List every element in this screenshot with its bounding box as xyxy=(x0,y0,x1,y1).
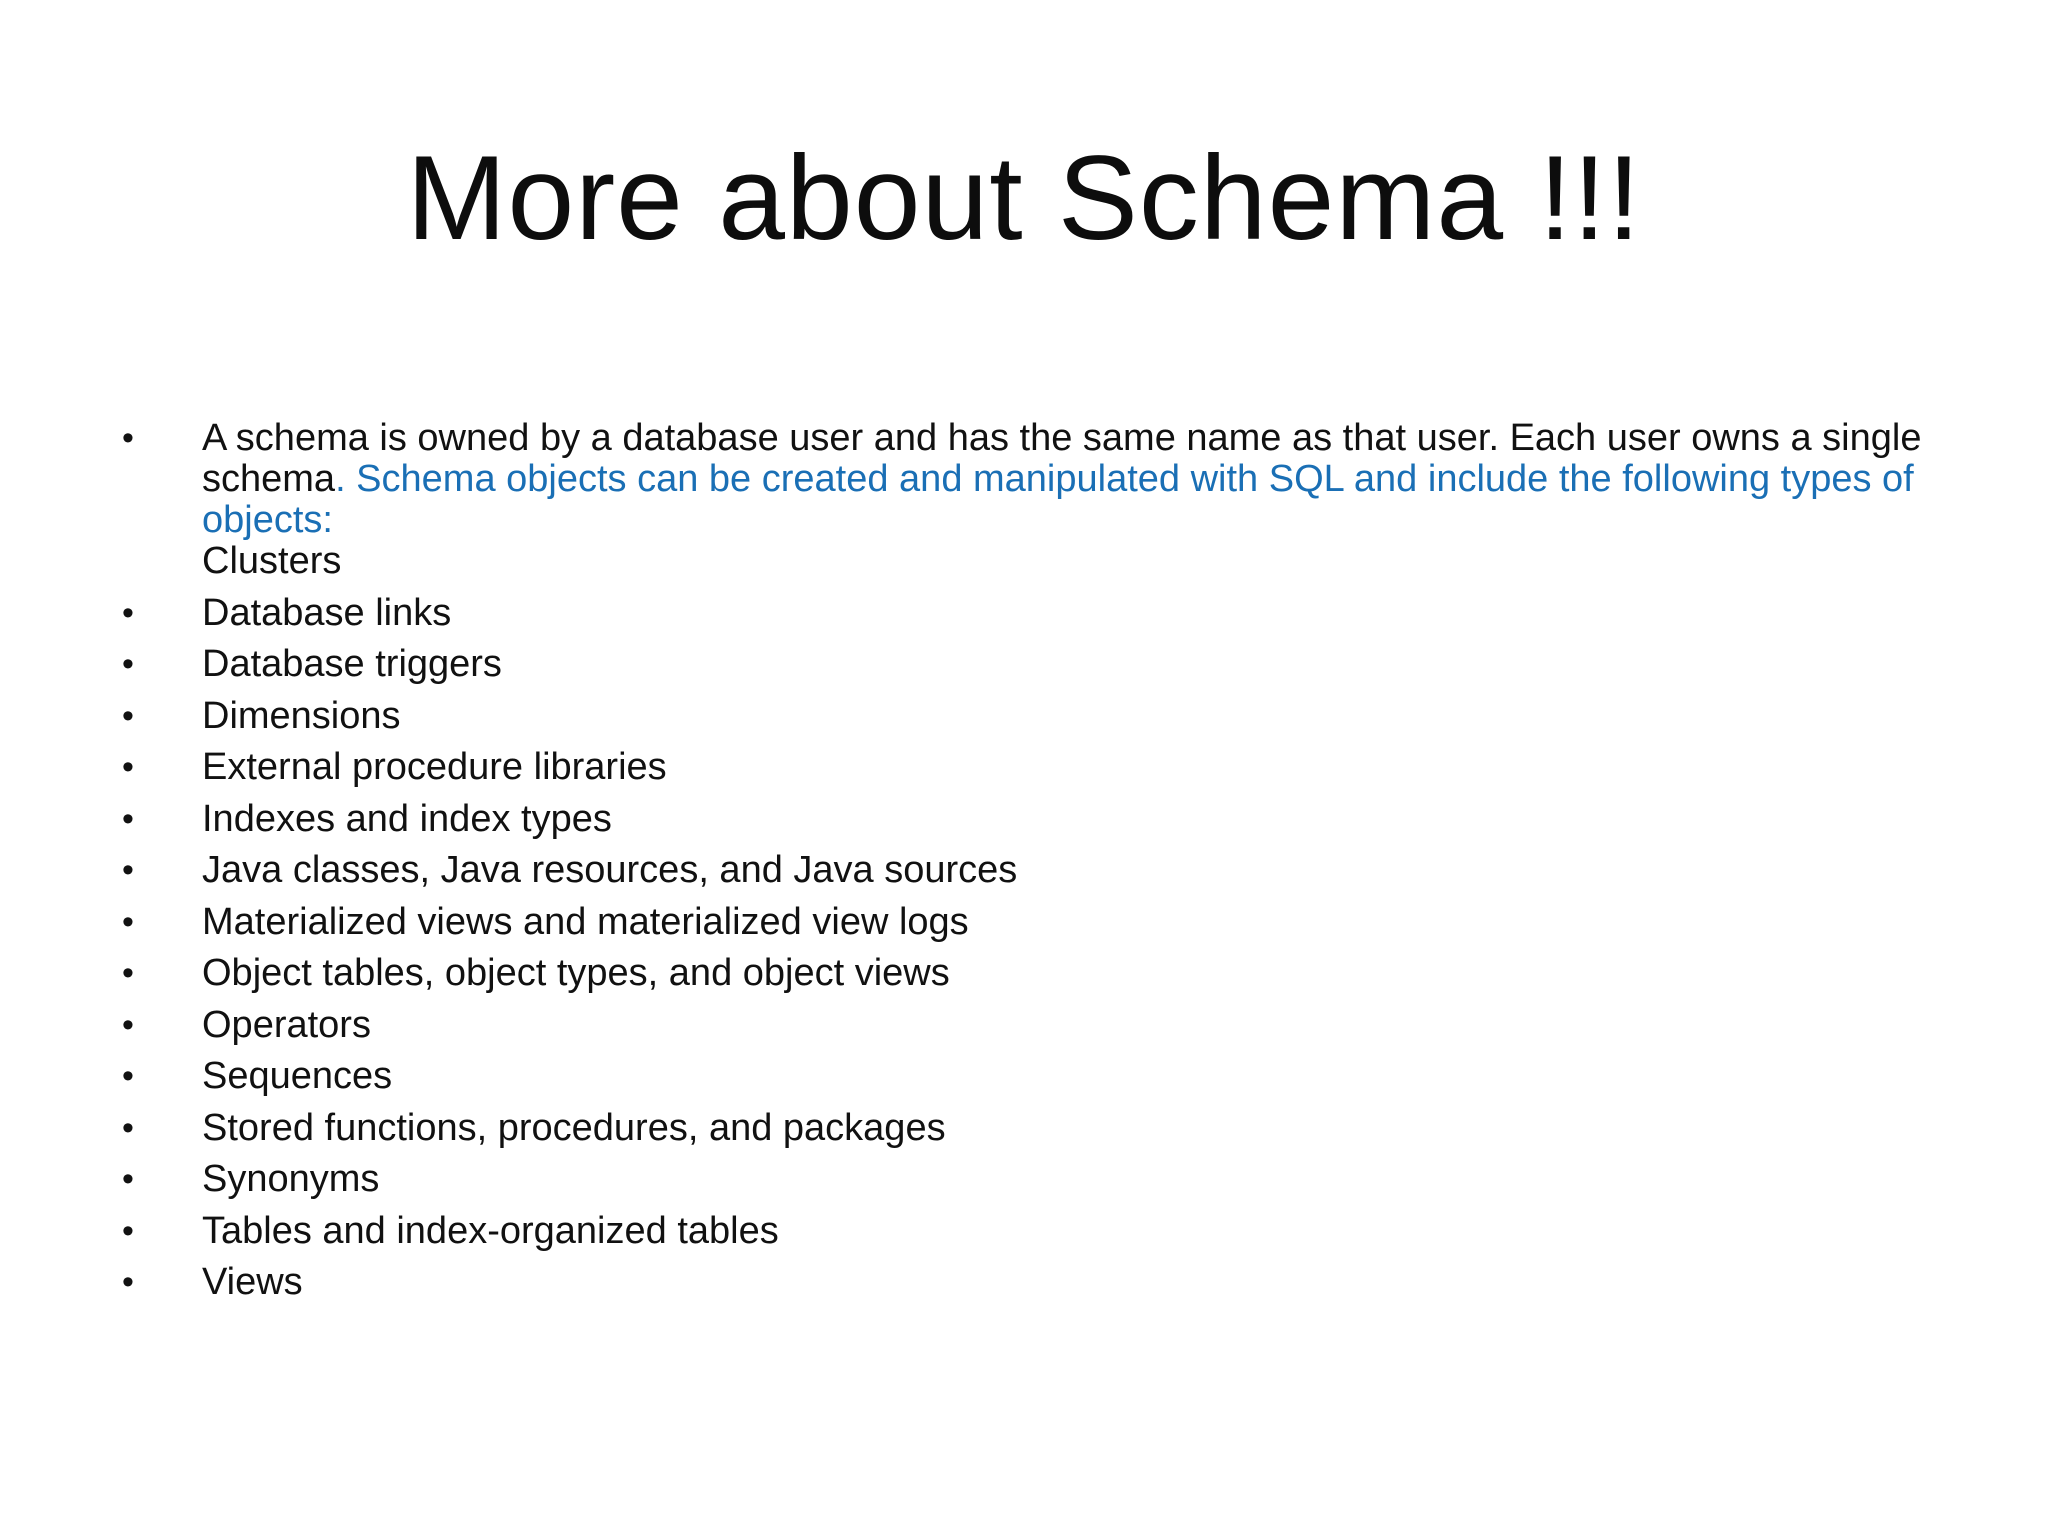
intro-text-plain: A schema is owned by a database user and has the same name as that user. Each user owns a single schema xyxy=(202,417,1922,500)
bullet-icon: • xyxy=(122,1108,134,1147)
list-item xyxy=(120,747,1950,788)
list-item xyxy=(120,902,1950,943)
list-item xyxy=(120,696,1950,737)
list-item xyxy=(120,799,1950,840)
list-item xyxy=(120,953,1950,994)
bullet-icon: • xyxy=(122,1005,134,1044)
list-item xyxy=(120,593,1950,634)
list-item xyxy=(120,1159,1950,1200)
list-item xyxy=(120,1108,1950,1149)
list-item xyxy=(120,1056,1950,1097)
list-item-label: Synonyms xyxy=(202,1158,380,1200)
bullet-icon: • xyxy=(122,696,134,735)
list-item-label: Dimensions xyxy=(202,694,401,737)
list-item-label: Views xyxy=(202,1261,303,1303)
list-item-label: External procedure libraries xyxy=(202,746,667,788)
bullet-icon: • xyxy=(122,593,134,632)
bullet-icon: • xyxy=(122,645,134,683)
bullet-icon: • xyxy=(122,1263,134,1301)
bullet-icon: • xyxy=(122,1160,134,1198)
bullet-icon: • xyxy=(122,748,134,786)
list-item-intro xyxy=(120,418,1950,582)
list-item-label: Operators xyxy=(202,1003,371,1046)
list-item-label: Sequences xyxy=(202,1055,393,1097)
intro-text xyxy=(202,417,1921,541)
bullet-icon: • xyxy=(122,954,134,992)
bullet-list xyxy=(120,418,1950,1314)
bullet-icon: • xyxy=(122,851,134,889)
bullet-icon: • xyxy=(122,1211,134,1250)
intro-continuation: Clusters xyxy=(202,540,342,582)
intro-text-accent: . Schema objects can be created and manipulated with SQL and include the following types of objects: xyxy=(202,458,1914,541)
bullet-icon: • xyxy=(122,799,134,838)
list-item-label: Java classes, Java resources, and Java sources xyxy=(202,849,1018,891)
list-item xyxy=(120,1005,1950,1046)
list-item xyxy=(120,1262,1950,1303)
bullet-icon: • xyxy=(122,902,134,941)
bullet-icon: • xyxy=(122,419,134,457)
list-item xyxy=(120,644,1950,685)
list-item-label: Database triggers xyxy=(202,643,502,685)
list-item xyxy=(120,850,1950,891)
list-item-label: Tables and index-organized tables xyxy=(202,1209,779,1252)
list-item-label: Materialized views and materialized view logs xyxy=(202,900,969,943)
list-item-label: Stored functions, procedures, and packages xyxy=(202,1106,946,1149)
list-item-label: Object tables, object types, and object views xyxy=(202,952,950,994)
slide-title: More about Schema !!! xyxy=(406,131,1642,265)
list-item-label: Indexes and index types xyxy=(202,797,612,840)
list-item xyxy=(120,1211,1950,1252)
list-item-label: Database links xyxy=(202,591,452,634)
bullet-icon: • xyxy=(122,1057,134,1095)
